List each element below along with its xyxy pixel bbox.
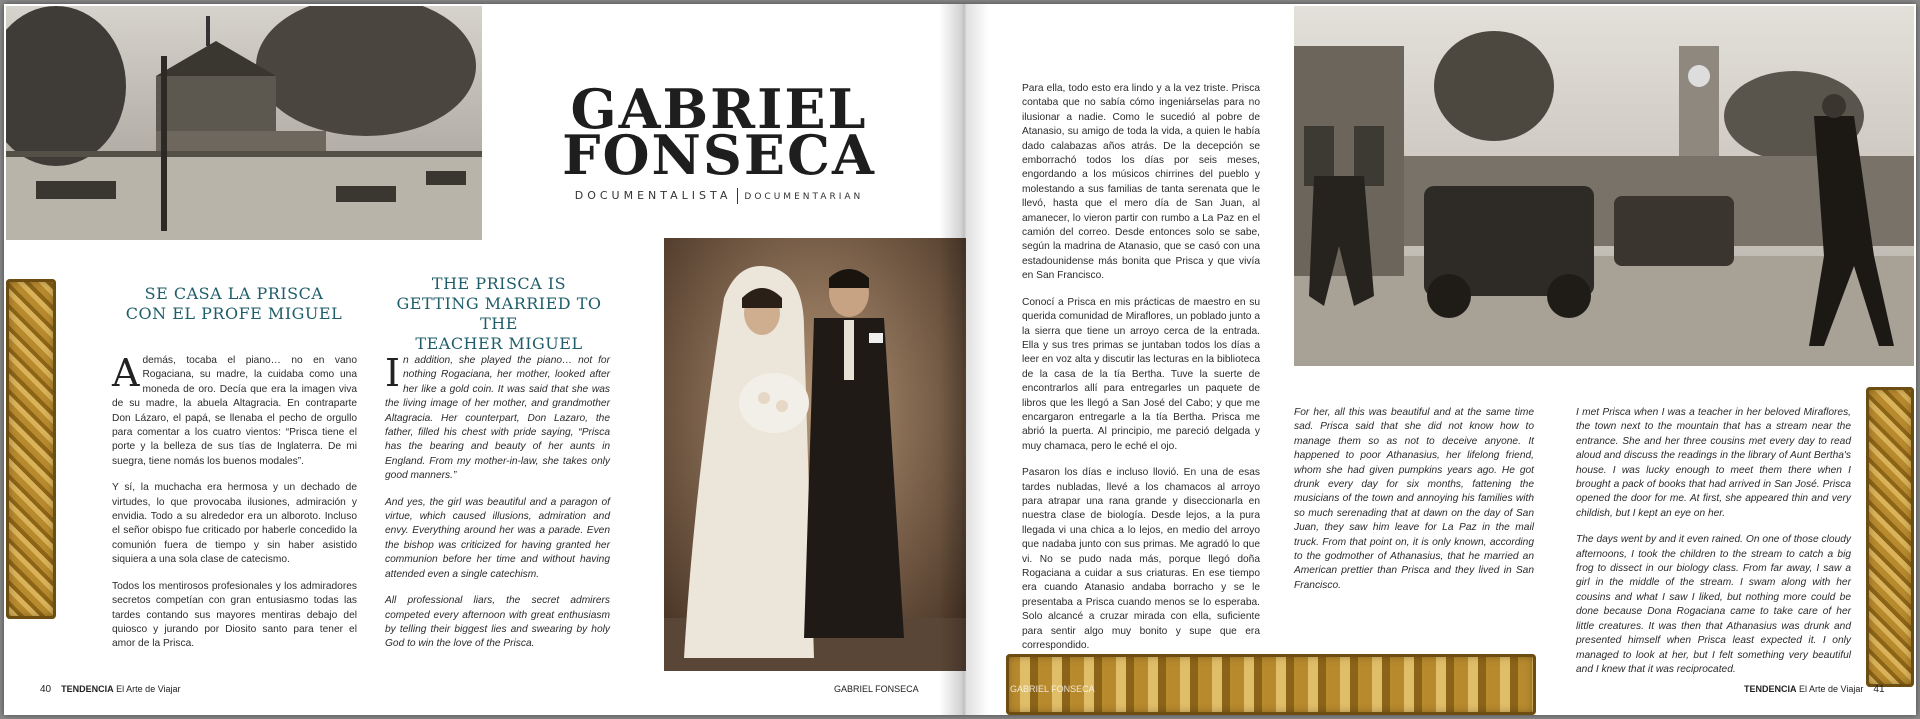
paragraph: Para ella, todo esto era lindo y a la vez triste. Prisca contaba que no sabía cómo ingeniárselas para no ilusionar a nadie. Como le sucedió al pobre de Atanasio, su amigo de toda la vida, a quien le había dado calabazas años atrás. De la decepción se emborrachó todos los días por seis meses, engordando a los músicos chirrines del pueblo y molestando a sus familias de tanta serenata que le llevó, hasta que el mero día de San Juan, al amanecer, lo vieron partir con rumbo a La Paz en el camión del correo. Desde entonces solo se sabe, según la madrina de Atanasio, que se casó con una estadounidense más bonita que Prisca y que vivía en San Francisco. bbox=[1022, 83, 1260, 282]
paragraph: And yes, the girl was beautiful and a paragon of virtue, which caused illusions, admiration and envy. Everything around her was a parade. Even the bishop was criticized for having granted her communion before her time and without having attended even a single catechism. bbox=[385, 496, 610, 580]
article-es-right bbox=[1022, 82, 1260, 665]
dropcap-i: I bbox=[385, 351, 401, 395]
folio-pub: El Arte de Viajar bbox=[116, 684, 181, 694]
plaza-kiosk-photo bbox=[6, 6, 482, 240]
title-last-name: FONSECA bbox=[562, 123, 876, 187]
article-en-right-b bbox=[1576, 406, 1851, 689]
magazine-spread bbox=[4, 4, 1916, 715]
gold-frame-right bbox=[1866, 387, 1914, 687]
role-en: DOCUMENTARIAN bbox=[744, 192, 864, 202]
gold-frame-left bbox=[6, 279, 56, 619]
article-en-right-a bbox=[1294, 406, 1534, 605]
article-es-left bbox=[112, 351, 357, 664]
folio-left bbox=[40, 684, 181, 695]
paragraph: Todos los mentirosos profesionales y los admiradores secretos competían con gran entusiasmo todas las tardes contando sus mayores mentiras debajo del quiosco y jurando por Diosito santo para tener el amor de la Prisca. bbox=[112, 580, 357, 650]
dropcap-a: A bbox=[112, 351, 140, 395]
headline-en: THE PRISCA IS GETTING MARRIED TO THE TEACHER MIGUEL bbox=[396, 274, 602, 353]
folio-pub: El Arte de Viajar bbox=[1799, 684, 1864, 694]
folio-brand: TENDENCIA bbox=[1744, 684, 1797, 694]
paragraph: Conocí a Prisca en mis prácticas de maestro en su querida comunidad de Miraflores, un poblado junto a la sierra que tiene un arroyo cerca de la entrada. Ella y sus tres primas se juntaban todos los días a leer en voz alta y discutir las lecturas en la biblioteca de la casa de la tía Bertha. Tuve la suerte de encontrarlos allí para entregarles un paquete de libros que les llegó a San José del Cabo; y que me encargaron entregarle a la tía Bertha. Prisca me abrió la puerta. Al principio, me pareció delgada y muy chamaca, pero le eché el ojo. bbox=[1022, 296, 1260, 452]
folio-author-right: GABRIEL FONSECA bbox=[1010, 684, 1095, 694]
article-en-left bbox=[385, 351, 610, 664]
paragraph: The days went by and it even rained. On one of those cloudy afternoons, I took the children to the stream to catch a big frog to dissect in our biology class. From far away, I saw a girl in the middle of the stream. I swam along with her cousins and what I saw I liked, but nothing more could be done because Dona Rogaciana came to take care of her little creatures. It was then that Athanasius was drunk and presented himself when Prisca least expected it. I only managed to look at her, but I felt something very beautiful and I knew that it was reciprocated. bbox=[1576, 534, 1851, 675]
title-role bbox=[544, 188, 894, 204]
street-parade-photo bbox=[1294, 6, 1914, 366]
paragraph: Y sí, la muchacha era hermosa y un dechado de virtudes, lo que provocaba ilusiones, admiración y envidia. Todo a su alrededor era un alboroto. Incluso el señor obispo fue criticado por haberle concedido la comunión fuera de tiempo y sin haber asistido siquiera a una sola clase de catecismo. bbox=[112, 482, 357, 566]
wedding-portrait-photo bbox=[664, 238, 966, 671]
paragraph: I met Prisca when I was a teacher in her beloved Miraflores, the town next to the mountain that has a stream near the entrance. She and her three cousins met every day to read aloud and discuss the readings in the library of Aunt Bertha's house. I was lucky enough to meet them there when I brought a pack of books that had arrived in San José. Prisca opened the door for me. At first, she appeared thin and very childish, but I kept an eye on her. bbox=[1576, 407, 1851, 519]
paragraph: For her, all this was beautiful and at the same time sad. Prisca said that she did not know how to manage them so as not to deceive anyone. It happened to poor Athanasius, her lifelong friend, whom she had given pumpkins years ago. He got drunk every day for six months, fattening the musicians of the town and annoying his families with so much serenading that at dawn on the day of San Juan, they saw him leave for La Paz in the mail truck. From that point on, it is only known, according to the godmother of Athanasius, that he married an American prettier than Prisca and they lived in San Francisco. bbox=[1294, 407, 1534, 591]
paragraph: demás, tocaba el piano… no en vano Rogaciana, su madre, la cuidaba como una moneda de oro. Decía que era la imagen viva de su madre, la abuela Altagracia. En contraparte Don Lázaro, el papá, se llenaba el pecho de orgullo para comentar a los cuatro vientos: “Prisca tiene el porte y la belleza de sus tías de Inglaterra. De mi suegra, tiene nomás los buenos modales”. bbox=[112, 355, 357, 467]
author-title bbox=[544, 77, 894, 204]
folio-brand: TENDENCIA bbox=[61, 684, 114, 694]
paragraph: Pasaron los días e incluso llovió. En una de esas tardes nubladas, llevé a los chamacos al arroyo para atrapar una rana grande y diseccionarla en nuestra clase de biología. Desde lejos, a la pura llegada vi una chica a lo lejos, en medio del arroyo que nadaba junto con sus primas. Me agradó lo que vi. No se pudo nada más, porque llegó doña Rogaciana a cuidar a sus criaturas. En ese tiempo era cuando Atanasio andaba borracho y se le presentaba a Prisca cuando menos se lo esperaba. Solo alcancé a cruzar mirada con ella, suficiente para sentir algo muy bonito y supe que era correspondido. bbox=[1022, 467, 1260, 652]
page-number-41: 41 bbox=[1873, 684, 1885, 695]
paragraph: n addition, she played the piano… not for nothing Rogaciana, her mother, looked after her like a gold coin. It was said that she was the living image of her mother, and grandmother Altagracia. Her counterpart, Don Lazaro, the father, filled his chest with pride saying, “Prisca has the bearing and beauty of her aunts in England. From my mother-in-law, she takes only good manners.” bbox=[385, 355, 610, 482]
headline-es: SE CASA LA PRISCA CON EL PROFE MIGUEL bbox=[125, 284, 343, 323]
role-es: DOCUMENTALISTA bbox=[574, 189, 732, 202]
folio-right bbox=[1744, 684, 1885, 695]
paragraph: All professional liars, the secret admirers competed every afternoon with great enthusiasm by telling their biggest lies and swearing by holy God to win the love of the Prisca. bbox=[385, 595, 610, 650]
title-first-name: GABRIEL bbox=[570, 77, 868, 141]
folio-author-left: GABRIEL FONSECA bbox=[834, 684, 919, 694]
page-number-40: 40 bbox=[40, 684, 52, 695]
